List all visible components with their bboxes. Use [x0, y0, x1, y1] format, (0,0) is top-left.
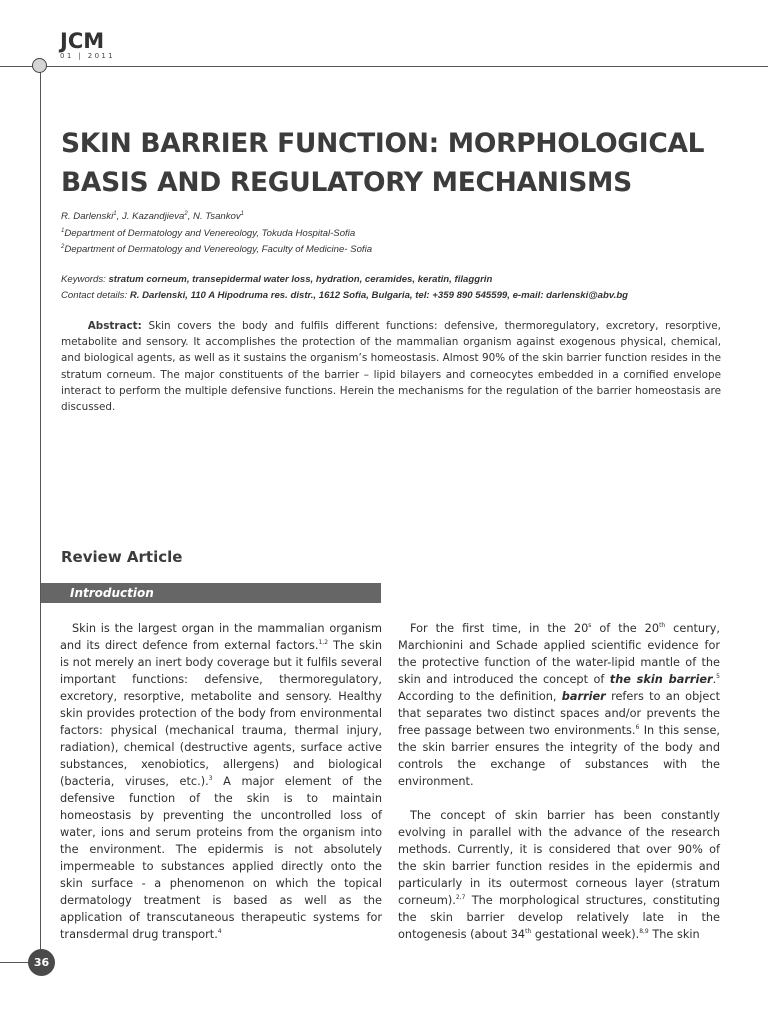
section-label: Review Article — [61, 548, 183, 566]
author-name: N. Tsankov — [193, 211, 241, 222]
abstract-text: Skin covers the body and fulfils different functions: defensive, thermoregulatory, excretory, resorptive, metabolite and sensory. It accomplishes the protection of the mammalian organism against exogenous physical, chemical, and biological agents, as well as it sustains the organism’s homeostasis. Almost 90% of the skin barrier function resides in the stratum corneum. The major constituents of the barrier – lipid bilayers and corneocytes embedded in a cornified envelope interact to perform the multiple defensive functions. Herein the mechanisms for the regulation of the barrier homeostasis are discussed. — [61, 320, 721, 414]
section-heading: Introduction — [70, 586, 154, 600]
abstract-label: Abstract: — [87, 320, 142, 332]
paragraph: The concept of skin barrier has been constantly evolving in parallel with the advance of the research methods. Currently, it is considered that over 90% of the skin barrier function resides in the epidermis and particularly in its outermost corneous layer (stratum corneum).$^{2,7}$ The morphological structures, constituting the skin barrier develop relatively late in the ontogenesis (about 34th gestational week).$^{8,9}$ The skin — [398, 809, 720, 941]
rule-dot-ornament — [32, 58, 47, 73]
body-column-right — [398, 620, 720, 960]
affiliation: $^2$Department of Dermatology and Venereology, Faculty of Medicine- Sofia — [61, 243, 373, 255]
paragraph: For the first time, in the 20$^s$ of the 20th century, Marchionini and Schade applied scientific evidence for the protective function of the water-lipid mantle of the skin and introduced the concept of the skin barrier.$^5$ According to the definition, barrier refers to an object that separates two distinct spaces and/or prevents the free passage between two environments.$^6$ In this sense, the skin barrier ensures the integrity of the body and controls the exchange of substances with the environment. — [398, 622, 720, 788]
abstract — [61, 318, 721, 415]
page-number: 36 — [28, 949, 55, 976]
article-title: SKIN BARRIER FUNCTION: MORPHOLOGICAL BASIS AND REGULATORY MECHANISMS — [61, 128, 705, 198]
emphasis: barrier — [561, 690, 606, 703]
paragraph: Skin is the largest organ in the mammalian organism and its direct defence from external factors.$^{1,2}$ The skin is not merely an inert body coverage but it fulfils several important functions: defensive, thermoregulatory, excretory, resorptive, metabolite and sensory. Healthy skin provides protection of the body from environmental factors: physical (mechanical trauma, thermal injury, radiation), chemical (destructive agents, surface active substances, xenobiotics, allergens) and biological (bacteria, viruses, etc.).$^3$ A major element of the defensive function of the skin is to maintain homeostasis by preventing the uncontrolled loss of water, ions and serum proteins from the organism into the environment. The epidermis is not absolutely impermeable to substances applied directly onto the skin surface - a phenomenon on which the topical dermatology treatment is based as well as the application of transcutaneous therapeutic systems for transdermal drug transport.$^4$ — [60, 622, 383, 941]
author-list: R. Darlenski$^1$, J. Kazandjieva$^2$, N. Tsankov$^1$ — [61, 210, 245, 222]
margin-rule — [40, 67, 41, 963]
contact-label: Contact details: — [61, 290, 128, 301]
author-name: R. Darlenski — [61, 211, 114, 222]
issue-number: 01 | 2011 — [60, 52, 116, 60]
contact-value: R. Darlenski, 110 A Hipodruma res. distr., 1612 Sofia, Bulgaria, tel: +359 890 545599, e-mail: darlenski@abv.bg — [129, 290, 629, 301]
body-column-left — [60, 620, 382, 960]
keywords-line — [61, 271, 492, 288]
affiliation: $^1$Department of Dermatology and Venereology, Tokuda Hospital-Sofia — [61, 227, 356, 239]
header-rule — [0, 66, 768, 67]
journal-logo: JCM — [60, 29, 105, 53]
contact-line — [61, 287, 628, 304]
keywords-label: Keywords: — [61, 274, 106, 285]
emphasis: the skin barrier — [609, 673, 713, 686]
author-name: J. Kazandjieva — [121, 211, 185, 222]
keywords-value: stratum corneum, transepidermal water loss, hydration, ceramides, keratin, filaggrin — [108, 274, 493, 285]
